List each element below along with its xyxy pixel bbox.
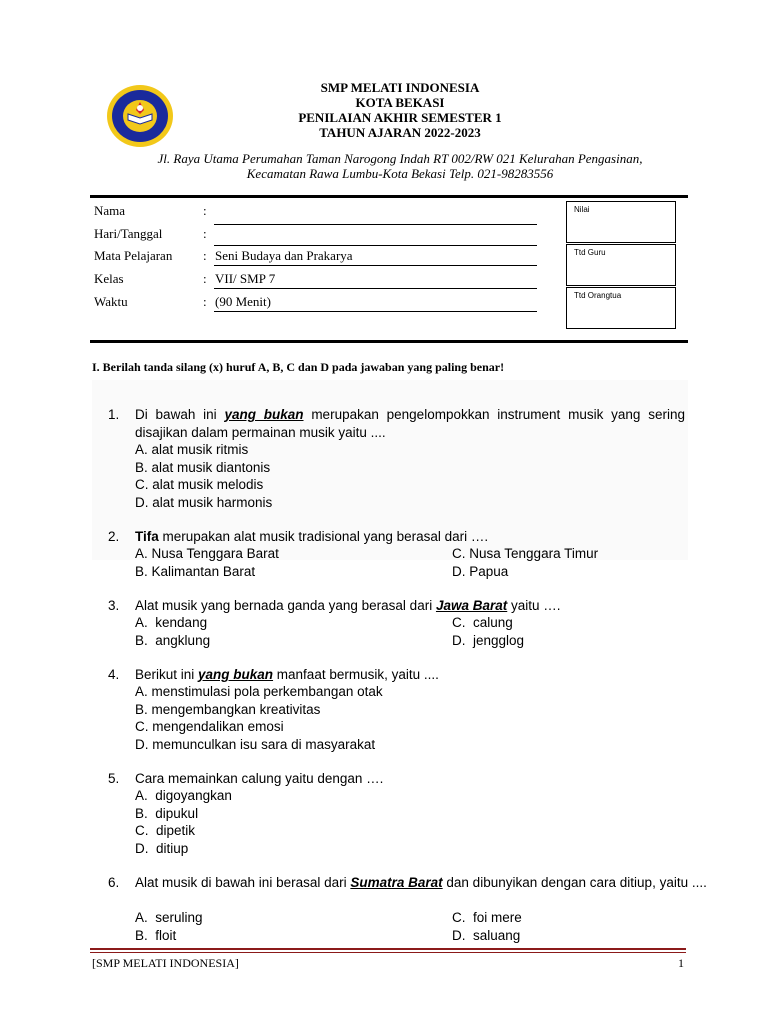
header-divider [90,195,688,198]
identity-label: Nama [94,203,126,218]
option-c[interactable]: C. dipetik [135,823,196,838]
option-b[interactable]: B. Kalimantan Barat [135,564,256,579]
option-d[interactable]: D. memunculkan isu sara di masyarakat [135,737,376,752]
emphasis: Sumatra Barat [350,875,443,890]
identity-row-date [94,226,554,246]
identity-colon: : [203,226,207,241]
question-6 [0,874,768,946]
option-b[interactable]: B. dipukul [135,806,199,821]
instruction-text: Berilah tanda silang (x) huruf A, B, C dan D pada jawaban yang paling benar! [102,360,505,374]
question-number: 2. [108,529,120,544]
question-number: 5. [108,771,120,786]
option-c[interactable]: C. Nusa Tenggara Timur [452,546,599,561]
option-b[interactable]: B. angklung [135,633,211,648]
footer-rule [90,948,686,950]
question-5 [0,770,768,860]
teacher-signature-box[interactable] [566,244,676,286]
option-d[interactable]: D. saluang [452,928,521,943]
identity-label: Hari/Tanggal [94,226,163,241]
time-value: (90 Menit) [214,294,537,312]
name-field[interactable] [214,207,537,225]
school-address [80,151,720,181]
option-a[interactable]: A. digoyangkan [135,788,232,803]
identity-label: Waktu [94,294,128,309]
identity-colon: : [203,294,207,309]
identity-colon: : [203,203,207,218]
option-c[interactable]: C. foi mere [452,910,522,925]
question-text: Cara memainkan calung yaitu dengan …. [135,771,384,786]
exam-title: PENILAIAN AKHIR SEMESTER 1 [298,110,502,125]
question-number: 4. [108,667,120,682]
address-line-2: Kecamatan Rawa Lumbu-Kota Bekasi Telp. 021-98283556 [246,166,554,181]
identity-row-class [94,271,554,291]
question-number: 1. [108,407,120,422]
parent-signature-box[interactable] [566,287,676,329]
identity-row-name [94,203,554,223]
question-4 [0,666,768,756]
school-header [200,80,600,140]
academic-year: TAHUN AJARAN 2022-2023 [319,125,481,140]
emphasis: Tifa [135,529,159,544]
question-text: Berikut ini yang bukan manfaat bermusik, yaitu .... [135,667,439,682]
city-name: KOTA BEKASI [355,95,445,110]
question-text: Di bawah ini yang bukan merupakan pengelompokkan instrument musik yang sering disajikan dalam permainan musik yaitu .... [135,407,685,440]
option-d[interactable]: D. jengglog [452,633,525,648]
footer-rule-thin [90,952,686,953]
subject-value: Seni Budaya dan Prakarya [214,248,537,266]
option-a[interactable]: A. menstimulasi pola perkembangan otak [135,684,383,699]
emphasis: Jawa Barat [435,598,508,613]
identity-row-subject [94,248,554,268]
option-a[interactable]: A. seruling [135,910,203,925]
question-1 [0,406,768,516]
question-number: 6. [108,875,120,890]
school-logo [106,84,174,148]
identity-label: Mata Pelajaran [94,248,173,263]
option-b[interactable]: B. floit [135,928,177,943]
score-box[interactable] [566,201,676,243]
question-3 [0,597,768,657]
question-text: Alat musik di bawah ini berasal dari Sumatra Barat dan dibunyikan dengan cara ditiup, yaitu .... [135,875,707,890]
question-number: 3. [108,598,120,613]
school-name: SMP MELATI INDONESIA [320,80,480,95]
option-a[interactable]: A. kendang [135,615,208,630]
option-b[interactable]: B. mengembangkan kreativitas [135,702,321,717]
teacher-signature-label: Ttd Guru [574,248,606,257]
option-d[interactable]: D. ditiup [135,841,189,856]
option-a[interactable]: A. Nusa Tenggara Barat [135,546,279,561]
parent-signature-label: Ttd Orangtua [574,291,622,300]
option-c[interactable]: C. mengendalikan emosi [135,719,284,734]
page-number: 1 [678,956,684,970]
option-d[interactable]: D. Papua [452,564,509,579]
identity-divider [90,340,688,343]
emphasis: yang bukan [198,667,274,682]
question-text: Alat musik yang bernada ganda yang berasal dari Jawa Barat yaitu …. [135,598,561,613]
score-box-label: Nilai [574,205,590,214]
option-b[interactable]: B. alat musik diantonis [135,460,271,475]
identity-colon: : [203,271,207,286]
option-d[interactable]: D. alat musik harmonis [135,495,273,510]
footer-school: [SMP MELATI INDONESIA] [92,956,239,970]
section-number: I. [92,360,100,374]
instruction [92,360,504,375]
emphasis: yang bukan [224,407,304,422]
identity-colon: : [203,248,207,263]
class-value: VII/ SMP 7 [214,271,537,289]
identity-row-time [94,294,554,314]
option-c[interactable]: C. alat musik melodis [135,477,264,492]
option-c[interactable]: C. calung [452,615,513,630]
question-2 [0,528,768,588]
question-text: Tifa merupakan alat musik tradisional yang berasal dari …. [135,529,489,544]
identity-label: Kelas [94,271,124,286]
option-a[interactable]: A. alat musik ritmis [135,442,249,457]
address-line-1: Jl. Raya Utama Perumahan Taman Narogong Indah RT 002/RW 021 Kelurahan Pengasinan, [157,151,643,166]
date-field[interactable] [214,228,537,246]
